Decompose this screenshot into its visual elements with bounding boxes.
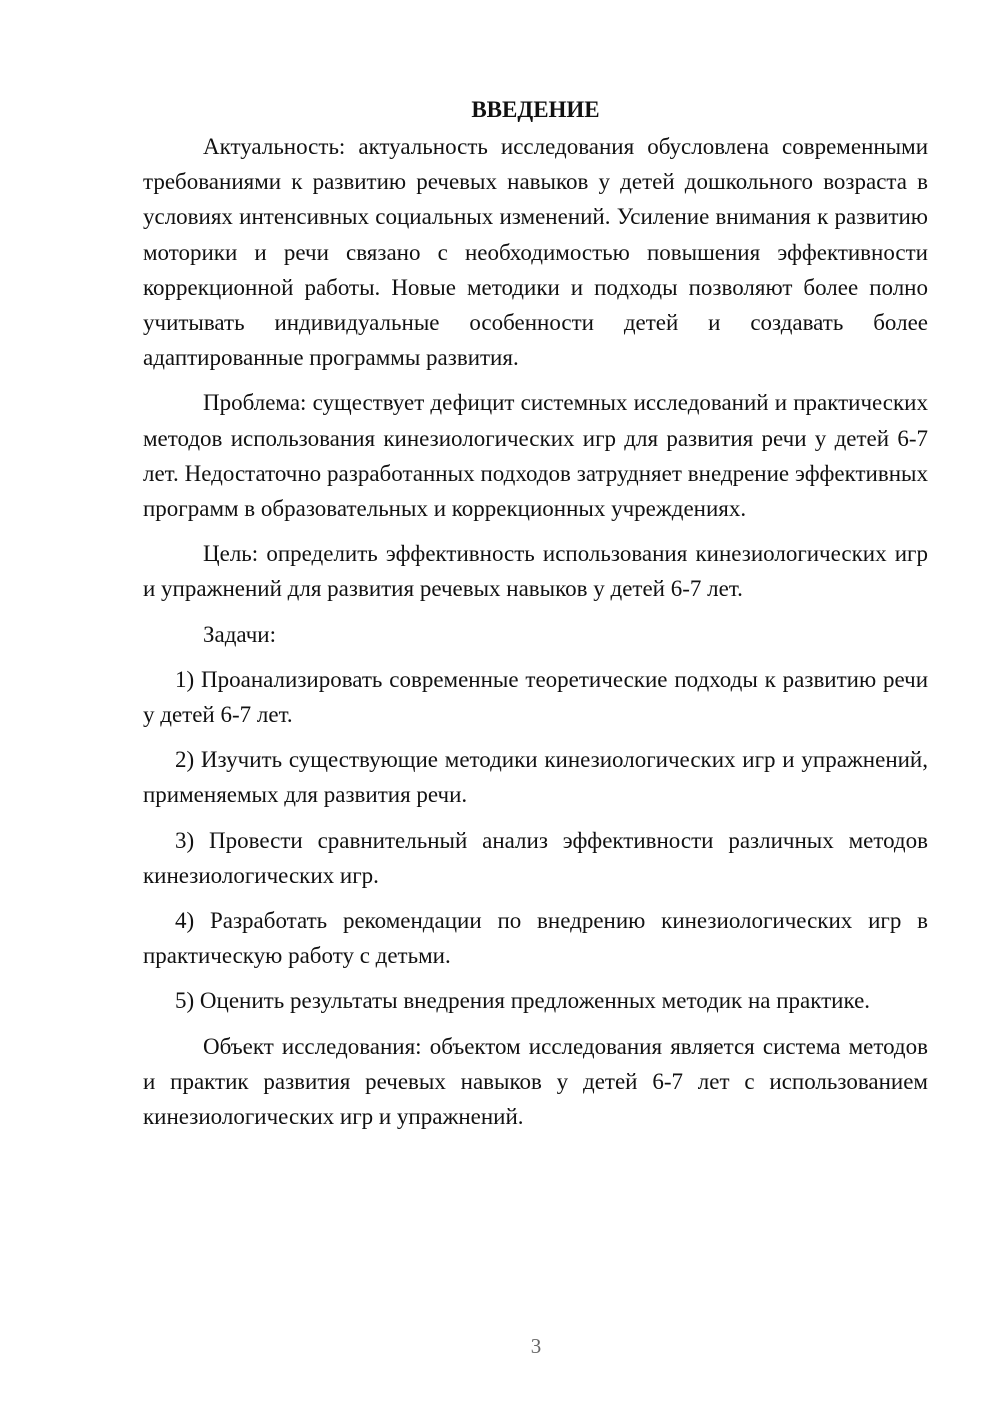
tasks-label: Задачи:	[203, 621, 276, 647]
task-item-3: 3) Провести сравнительный анализ эффективности различных методов кинезиологических игр.	[143, 827, 928, 888]
page-number: 3	[530, 1334, 542, 1358]
task-item-4: 4) Разработать рекомендации по внедрению кинезиологических игр в практическую работу с детьми.	[143, 908, 928, 969]
object-paragraph: Объект исследования: объектом исследования является система методов и практик развития речевых навыков у детей 6-7 лет с использованием кинезиологических игр и упражнений.	[143, 1033, 928, 1130]
page-content	[143, 92, 928, 1144]
relevance-paragraph: Актуальность: актуальность исследования обусловлена современными требованиями к развитию речевых навыков у детей дошкольного возраста в условиях интенсивных социальных изменений. Усиление внимания к развитию моторики и речи связано с необходимостью повышения эффективности коррекционной работы. Новые методики и подходы позволяют более полно учитывать индивидуальные особенности детей и создавать более адаптированные программы развития.	[143, 134, 928, 371]
problem-paragraph: Проблема: существует дефицит системных исследований и практических методов использования кинезиологических игр для развития речи у детей 6-7 лет. Недостаточно разработанных подходов затрудняет внедрение эффективных программ в образовательных и коррекционных учреждениях.	[143, 390, 928, 522]
task-item-1: 1) Проанализировать современные теоретические подходы к развитию речи у детей 6-7 лет.	[143, 666, 928, 728]
section-heading: ВВЕДЕНИЕ	[471, 97, 600, 122]
task-item-2: 2) Изучить существующие методики кинезиологических игр и упражнений, применяемых для развития речи.	[143, 747, 928, 808]
task-item-5: 5) Оценить результаты внедрения предложенных методик на практике.	[175, 988, 871, 1014]
goal-paragraph: Цель: определить эффективность использования кинезиологических игр и упражнений для развития речевых навыков у детей 6-7 лет.	[143, 541, 928, 602]
